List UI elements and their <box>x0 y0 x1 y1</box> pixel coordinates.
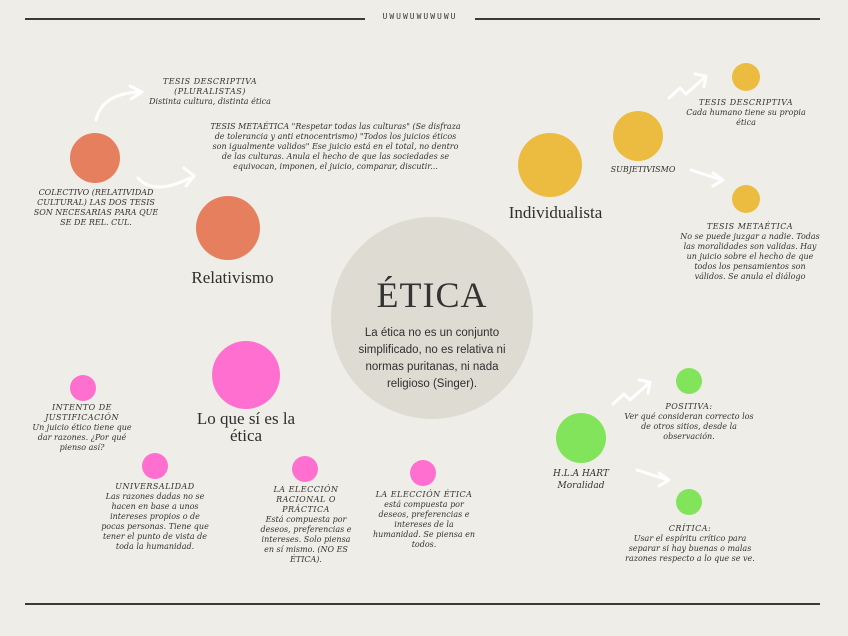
critica-title: CRÍTICA: <box>668 524 712 533</box>
critica-circle <box>676 489 702 515</box>
eleccion-etica-title: LA ELECCIÓN ÉTICA <box>375 490 473 499</box>
eleccion-etica-circle <box>410 460 436 486</box>
arrow-individualista-down <box>688 166 728 188</box>
positiva-title: POSITIVA: <box>665 402 713 411</box>
hart-subtitle: Moralidad <box>557 481 605 491</box>
center-title: ÉTICA <box>376 275 488 315</box>
center-description: La ética no es un conjunto simplificado, no es relativa ni normas puritanas, ni nada religioso (Singer). <box>358 327 506 390</box>
hart-title: H.L.A HART <box>553 469 609 479</box>
individualista-metaetica <box>680 222 820 282</box>
hart-label <box>536 468 626 492</box>
arrow-relativismo-up <box>92 84 152 124</box>
eleccion-etica-text <box>372 490 476 550</box>
intento-text <box>28 403 136 453</box>
individualista-metaetica-text: No se puede juzgar a nadie. Todas las moralidades son validas. Hay un juicio sobre el hecho de que todos los pensamientos son válidos. Se anula el diálogo <box>680 232 820 281</box>
positiva-body: Ver qué consideran correcto los de otros sitios, desde la observación. <box>624 412 754 441</box>
individualista-metaetica-title: TESIS METAÉTICA <box>706 222 794 231</box>
subjetivismo-label: SUBJETIVISMO <box>610 165 676 174</box>
individualista-descriptiva-title: TESIS DESCRIPTIVA <box>698 98 794 107</box>
eleccion-racional-circle <box>292 456 318 482</box>
hart-circle <box>556 413 606 463</box>
individualista-descriptiva-text: Cada humano tiene su propia ética <box>686 108 806 127</box>
lo-que-si-circle <box>212 341 280 409</box>
lo-que-si-title: Lo que sí es la ética <box>196 409 296 445</box>
descriptiva-circle <box>732 63 760 91</box>
universalidad-text <box>100 482 210 552</box>
critica-text <box>620 524 760 564</box>
relativismo-circle <box>196 196 260 260</box>
arrow-hart-up <box>610 376 656 408</box>
intento-circle <box>70 375 96 401</box>
arrow-hart-down <box>634 466 674 488</box>
universalidad-circle <box>142 453 168 479</box>
intento-body: Un juicio ético tiene que dar razones. ¿Por qué pienso así? <box>32 423 132 452</box>
individualista-descriptiva <box>685 98 807 128</box>
eleccion-racional-text <box>256 485 356 565</box>
relativismo-descriptiva <box>135 77 285 107</box>
positiva-circle <box>676 368 702 394</box>
arrow-relativismo-down <box>134 162 204 198</box>
relativismo-title: Relativismo <box>191 268 274 287</box>
subjetivismo-circle <box>613 111 663 161</box>
relativismo-colectivo-circle <box>70 133 120 183</box>
top-rule-right <box>475 18 820 20</box>
universalidad-body: Las razones dadas no se hacen en base a unos intereses propios o de pocas personas. Tiene que tener el punto de vista de toda la humanidad. <box>101 492 209 551</box>
bottom-rule <box>25 603 820 605</box>
relativismo-metaetica-text: TESIS METAÉTICA "Respetar todas las culturas" (Se disfraza de tolerancia y anti etnocentrismo) "Todos los juicios éticos son igualmente validos" Ese juicio está en el total, no dentro de las culturas. Anula el hecho de que las sociedades se equivocan, imponen, el juicio, comparar, discutir... <box>210 122 461 171</box>
individualista-circle <box>518 133 582 197</box>
top-rule-left <box>25 18 365 20</box>
critica-body: Usar el espíritu crítico para separar si hay buenas o malas razones respecto a lo que se ve. <box>625 534 755 563</box>
individualista-title: Individualista <box>508 203 603 222</box>
intento-title: INTENTO DE JUSTIFICACIÓN <box>45 403 119 422</box>
relativismo-descriptiva-text: Distinta cultura, distinta ética <box>149 97 271 106</box>
eleccion-racional-title: LA ELECCIÓN RACIONAL O PRÁCTICA <box>273 485 339 514</box>
metaetica-circle <box>732 185 760 213</box>
eleccion-etica-body: está compuesta por deseos, preferencias e intereses de la humanidad. Se piensa en todos. <box>372 500 476 549</box>
header-label: UWUWUWUWUWU <box>382 12 458 21</box>
eleccion-racional-body: Está compuesta por deseos, preferencias e intereses. Solo piensa en sí mismo. (NO ES ÉTICA). <box>260 515 352 564</box>
positiva-text <box>624 402 754 442</box>
relativismo-descriptiva-title: TESIS DESCRIPTIVA (PLURALISTAS) <box>162 77 258 96</box>
relativismo-colectivo-text: COLECTIVO (RELATIVIDAD CULTURAL) LAS DOS TESIS SON NECESARIAS PARA QUE SE DE REL. CUL. <box>33 188 159 227</box>
arrow-individualista-up <box>666 70 712 102</box>
universalidad-title: UNIVERSALIDAD <box>115 482 195 491</box>
